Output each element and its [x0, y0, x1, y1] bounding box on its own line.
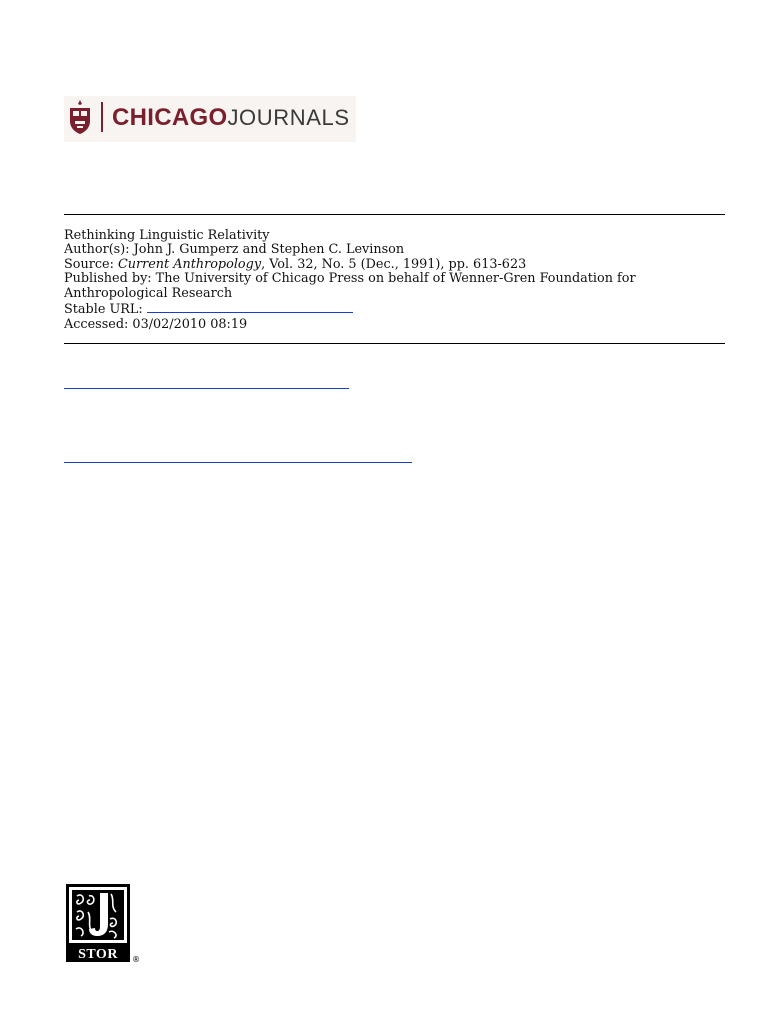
article-publisher: Published by: The University of Chicago Press on behalf of Wenner-Gren Foundation for: [64, 271, 636, 287]
registered-mark: ®: [132, 955, 140, 964]
article-authors: Author(s): John J. Gumperz and Stephen C. Levinson: [64, 242, 405, 258]
university-shield-icon: [67, 99, 93, 135]
stable-url-row: [64, 301, 724, 315]
article-metadata: [64, 229, 724, 333]
logo-divider: [101, 102, 103, 132]
bottom-divider: [64, 343, 725, 344]
accessed-date: Accessed: 03/02/2010 08:19: [64, 317, 248, 333]
jstor-wordmark: STOR: [78, 947, 118, 962]
article-publisher-continued: Anthropological Research: [64, 285, 233, 301]
source-prefix: Source:: [64, 256, 118, 272]
source-details: , Vol. 32, No. 5 (Dec., 1991), pp. 613-623: [261, 256, 527, 272]
stable-url-label: Stable URL:: [64, 301, 143, 317]
top-divider: [64, 214, 725, 215]
article-title: Rethinking Linguistic Relativity: [64, 228, 270, 243]
logo-wordmark: [112, 103, 350, 133]
jstor-logo: [66, 884, 143, 964]
stable-url-link[interactable]: [147, 301, 353, 313]
chicago-journals-logo: [64, 96, 356, 142]
article-source: [64, 258, 724, 272]
terms-link[interactable]: [64, 388, 349, 389]
publisher-link[interactable]: [64, 462, 412, 463]
logo-journals-text: JOURNALS: [227, 105, 350, 130]
logo-chicago-text: CHICAGO: [112, 104, 228, 131]
journal-name: Current Anthropology: [117, 256, 262, 272]
